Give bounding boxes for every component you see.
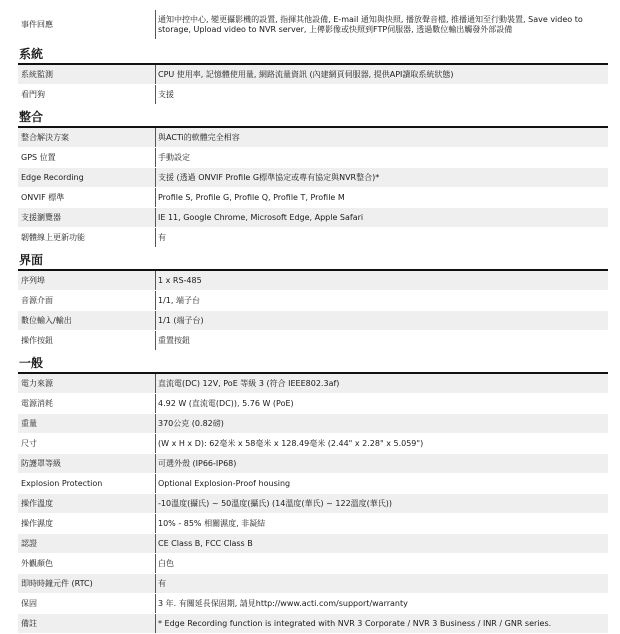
spec-row	[18, 454, 608, 474]
spec-value: 4.92 W (直流電(DC)), 5.76 W (PoE)	[155, 394, 608, 413]
spec-value: 與ACTi的軟體完全相容	[155, 128, 608, 147]
spec-row	[18, 10, 608, 40]
spec-value: 1/1 (端子台)	[155, 311, 608, 330]
spec-sheet	[18, 10, 608, 634]
spec-label: 重量	[18, 414, 155, 433]
spec-label: 音源介面	[21, 296, 53, 305]
spec-value: 通知中控中心, 變更攝影機的設置, 指揮其他設備, E-mail 通知與快照, 播放聲音檔, 推播通知至行動裝置, Save video to storage, Upload video to NVR server, 上傳影像或快照到FTP伺服器, 透過數位輸出觸發外部設備	[155, 10, 608, 39]
spec-label: Edge Recording	[18, 168, 155, 187]
spec-label: 操作濕度	[21, 519, 53, 528]
spec-value: -10溫度(攝氏) ~ 50溫度(攝氏) (14溫度(華氏) ~ 122溫度(華氏))	[155, 494, 608, 513]
spec-value: 可選外殼 (IP66-IP68)	[155, 454, 608, 473]
spec-value: 有	[155, 574, 608, 593]
spec-label: Explosion Protection	[21, 479, 103, 488]
spec-row	[18, 594, 608, 614]
spec-row	[18, 614, 608, 634]
spec-value: 3 年. 有關延長保固期, 請見http://www.acti.com/support/warranty	[155, 594, 608, 613]
spec-row	[18, 311, 608, 331]
spec-label: 認證	[18, 534, 155, 553]
spec-value: 白色	[155, 554, 608, 573]
spec-label: GPS 位置	[21, 153, 56, 162]
spec-row	[18, 414, 608, 434]
section-heading: 界面	[18, 252, 608, 271]
spec-label: 系統監測	[18, 65, 155, 84]
spec-group-general	[18, 355, 608, 634]
spec-row	[18, 574, 608, 594]
spec-label: 尺寸	[21, 439, 37, 448]
spec-row	[18, 188, 608, 208]
spec-row	[18, 291, 608, 311]
section-heading: 系統	[18, 46, 608, 65]
spec-row	[18, 554, 608, 574]
spec-label: ONVIF 標準	[21, 193, 65, 202]
spec-row	[18, 331, 608, 351]
spec-row	[18, 374, 608, 394]
spec-value: * Edge Recording function is integrated with NVR 3 Corporate / NVR 3 Business / INR / GNR series.	[155, 614, 608, 633]
spec-group-system	[18, 46, 608, 105]
spec-row	[18, 168, 608, 188]
spec-row	[18, 271, 608, 291]
spec-value: CPU 使用率, 記憶體使用量, 網路流量資訊 (內建網頁伺服器, 提供API讀取系統狀態)	[155, 65, 608, 84]
spec-label: 操作溫度	[18, 494, 155, 513]
spec-group-event	[18, 10, 608, 40]
spec-value: (W x H x D): 62毫米 x 58毫米 x 128.49毫米 (2.44" x 2.28" x 5.059")	[155, 434, 608, 453]
spec-group-integration	[18, 109, 608, 248]
spec-label: 操作按鈕	[21, 336, 53, 345]
spec-label: 韌體線上更新功能	[21, 233, 85, 242]
spec-row	[18, 434, 608, 454]
spec-value: CE Class B, FCC Class B	[155, 534, 608, 553]
spec-value: Optional Explosion-Proof housing	[155, 474, 608, 493]
spec-value: 重置按鈕	[155, 331, 608, 350]
spec-label: 序列埠	[18, 271, 155, 290]
spec-value: 直流電(DC) 12V, PoE 等級 3 (符合 IEEE802.3af)	[155, 374, 608, 393]
spec-value: IE 11, Google Chrome, Microsoft Edge, Apple Safari	[155, 208, 608, 227]
spec-row	[18, 514, 608, 534]
spec-row	[18, 534, 608, 554]
spec-row	[18, 474, 608, 494]
spec-value: 370公克 (0.82磅)	[155, 414, 608, 433]
spec-row	[18, 494, 608, 514]
spec-value: 手動設定	[155, 148, 608, 167]
section-heading: 整合	[18, 109, 608, 128]
spec-label: 支援瀏覽器	[18, 208, 155, 227]
spec-row	[18, 85, 608, 105]
spec-row	[18, 394, 608, 414]
spec-label: 即時時鐘元件 (RTC)	[18, 574, 155, 593]
spec-row	[18, 228, 608, 248]
spec-row	[18, 128, 608, 148]
spec-value: Profile S, Profile G, Profile Q, Profile T, Profile M	[155, 188, 608, 207]
spec-row	[18, 148, 608, 168]
spec-value: 有	[155, 228, 608, 247]
spec-label: 保固	[21, 599, 37, 608]
section-heading: 一般	[18, 355, 608, 374]
spec-label: 備註	[18, 614, 155, 633]
spec-value: 支援	[155, 85, 608, 104]
spec-row	[18, 208, 608, 228]
spec-value: 1 x RS-485	[155, 271, 608, 290]
spec-label: 外觀顏色	[21, 559, 53, 568]
spec-value: 1/1, 端子台	[155, 291, 608, 310]
spec-label: 數位輸入/輸出	[18, 311, 155, 330]
spec-group-interface	[18, 252, 608, 351]
spec-label: 整合解決方案	[18, 128, 155, 147]
spec-value: 10% - 85% 相關濕度, 非凝結	[155, 514, 608, 533]
spec-label: 電源消耗	[21, 399, 53, 408]
spec-label: 事件回應	[21, 20, 53, 29]
spec-label: 電力來源	[18, 374, 155, 393]
spec-row	[18, 65, 608, 85]
spec-label: 防護罩等級	[18, 454, 155, 473]
spec-label: 看門狗	[21, 90, 45, 99]
spec-value: 支援 (透過 ONVIF Profile G標準協定或專有協定與NVR整合)*	[155, 168, 608, 187]
